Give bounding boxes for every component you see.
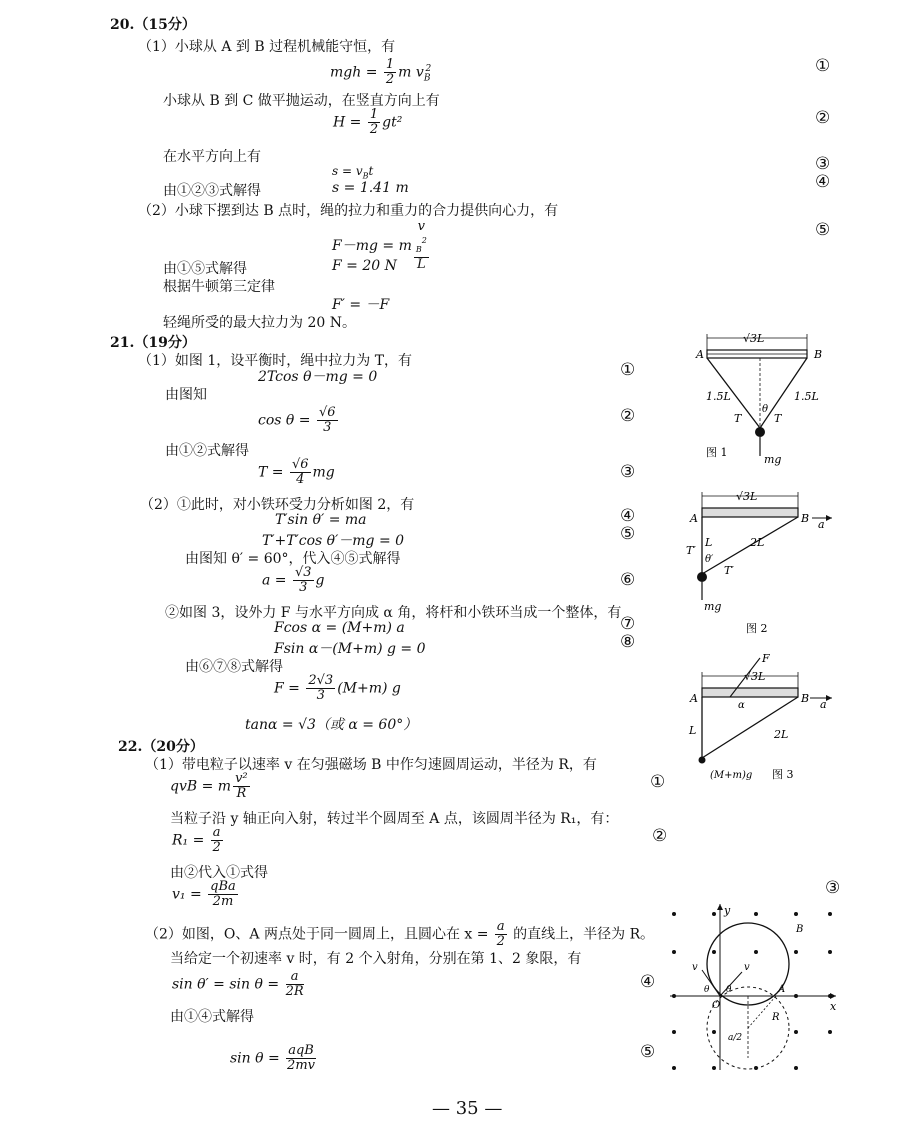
marker-5: ⑤ <box>815 220 831 240</box>
figure-2 <box>680 488 840 638</box>
fig3-top-label: √3L <box>744 670 766 683</box>
fig3-force: F <box>762 652 770 665</box>
marker-21-6: ⑥ <box>620 570 636 590</box>
marker-3: ③ <box>815 154 831 174</box>
fig2-2l: 2L <box>750 536 765 549</box>
p20-text-7: 根据牛顿第三定律 <box>163 279 275 295</box>
p21-text-2: 由图知 <box>165 387 207 403</box>
p21-eq-9: F = $\frac{2√3}{3}$ (M+m) g <box>274 673 401 703</box>
p21-eq-2: cos θ = $\frac{√6}{3}$ <box>258 405 336 435</box>
fig4-v-right: v <box>744 962 750 973</box>
iron-ring-icon <box>699 757 706 764</box>
marker-22-3: ③ <box>825 878 841 898</box>
p22-text-1: （1）带电粒子以速率 v 在匀强磁场 B 中作匀速圆周运动，半径为 R，有 <box>145 757 597 773</box>
p20-eq-6: F = 20 N <box>332 258 397 274</box>
y-axis-arrow-icon <box>717 904 723 910</box>
marker-21-3: ③ <box>620 462 636 482</box>
marker-4: ④ <box>815 172 831 192</box>
p21-eq-8: Fsin α－(M+m) g = 0 <box>274 641 426 657</box>
figure-3 <box>680 652 840 782</box>
fig2-mg: mg <box>704 600 722 613</box>
p20-eq-3: $s = v_Bt$ <box>332 164 374 181</box>
marker-21-8: ⑧ <box>620 632 636 652</box>
marker-22-1: ① <box>650 772 666 792</box>
iron-ring-icon <box>755 427 765 437</box>
fig1-caption: 图 1 <box>706 446 728 459</box>
p22-text-5: 当给定一个初速率 v 时，有 2 个入射角，分别在第 1、2 象限，有 <box>170 951 582 967</box>
p21-text-1: （1）如图 1，设平衡时，绳中拉力为 T，有 <box>138 353 413 369</box>
fig4-x: x <box>830 1000 837 1013</box>
fig2-caption: 图 2 <box>746 622 768 635</box>
marker-22-2: ② <box>652 826 668 846</box>
fig2-theta: θ′ <box>705 554 714 565</box>
p22-eq-4: sin θ′ = sin θ = $\frac{a}{2R}$ <box>172 969 304 999</box>
fig4-v-left: v <box>692 962 698 973</box>
p22-eq-3: v₁ = $\frac{\text{qBa}}{2m}$ <box>172 879 236 909</box>
fig4-theta-right: θ <box>726 985 732 995</box>
p22-text-4: （2）如图，O、A 两点处于同一圆周上，且圆心在 x = $\frac{a}{2}$ 的直线上，半径为 R。 <box>145 919 655 949</box>
marker-21-2: ② <box>620 406 636 426</box>
fig1-right-length: 1.5L <box>794 390 819 403</box>
page-number: — 35 — <box>432 1098 503 1119</box>
fig2-t-right: T′ <box>724 564 734 577</box>
p21-eq-6: a = $\frac{√3}{3}$ g <box>262 565 325 595</box>
fig2-acc: a <box>818 518 825 531</box>
p20-text-5: （2）小球下摆到达 B 点时，绳的拉力和重力的合力提供向心力，有 <box>138 203 559 219</box>
fig3-alpha: α <box>738 700 745 711</box>
marker-21-7: ⑦ <box>620 614 636 634</box>
p22-text-2: 当粒子沿 y 轴正向入射，转过半个圆周至 A 点，该圆周半径为 R₁，有： <box>170 811 619 827</box>
problem-22-header: 22.（20分） <box>118 739 204 755</box>
p22-text-3: 由②代入①式得 <box>170 865 268 881</box>
fig3-acc: a <box>820 698 827 711</box>
fig1-mg: mg <box>764 453 782 466</box>
p20-eq-5: F－mg = m v $_B^2$ L <box>332 219 427 272</box>
marker-21-5: ⑤ <box>620 524 636 544</box>
fig1-t-left: T <box>734 412 742 425</box>
p20-eq-1: mgh = $\frac{1}{2}$ m $v_B^2$ <box>330 57 432 87</box>
marker-21-1: ① <box>620 360 636 380</box>
p21-text-7: 由⑥⑦⑧式解得 <box>185 659 283 675</box>
fig2-t-left: T′ <box>686 544 696 557</box>
fig2-l: L <box>705 536 713 549</box>
p20-eq-4: s = 1.41 m <box>332 180 409 196</box>
fig3-label-b: B <box>801 692 810 705</box>
p22-eq-1: qvB = m $\frac{\text{v²}}{R}$ <box>170 771 248 801</box>
p21-eq-5: T′+T′cos θ′－mg = 0 <box>262 533 405 549</box>
p22-eq-5: sin θ = $\frac{\text{aqB}}{2mv}$ <box>230 1043 315 1073</box>
fig1-top-label: √3L <box>743 332 765 345</box>
fig3-label-a: A <box>690 692 698 705</box>
fig1-left-length: 1.5L <box>706 390 731 403</box>
fig4-y: y <box>724 904 731 917</box>
fig3-caption: 图 3 <box>772 768 794 781</box>
fig4-theta-left: θ <box>704 985 710 995</box>
marker-22-5: ⑤ <box>640 1042 656 1062</box>
p21-text-3: 由①②式解得 <box>165 443 249 459</box>
fig4-half-a: a/2 <box>728 1033 743 1043</box>
p21-eq-3: T = $\frac{√6}{4}$ mg <box>258 457 335 487</box>
fig1-label-b: B <box>814 348 823 361</box>
fig2-label-b: B <box>801 512 810 525</box>
arrow-right-icon <box>826 695 832 701</box>
marker-22-4: ④ <box>640 972 656 992</box>
marker-21-4: ④ <box>620 506 636 526</box>
fig1-theta: θ <box>762 404 769 415</box>
marker-1: ① <box>815 56 831 76</box>
marker-2: ② <box>815 108 831 128</box>
p20-text-1: （1）小球从 A 到 B 过程机械能守恒，有 <box>138 39 396 55</box>
fig4-field-b: B <box>796 924 804 935</box>
fig3-l: L <box>689 724 697 737</box>
fig1-t-right: T <box>774 412 782 425</box>
p21-text-5: 由图知 θ′ = 60°，代入④⑤式解得 <box>185 551 401 567</box>
figure-4-magnetic-field <box>660 898 850 1078</box>
fig1-label-a: A <box>696 348 704 361</box>
p22-eq-2: R₁ = $\frac{a}{2}$ <box>172 825 221 855</box>
fig4-origin: O <box>712 1000 721 1011</box>
p20-eq-7: F′ = －F <box>332 297 390 313</box>
problem-21-header: 21.（19分） <box>110 335 196 351</box>
p21-eq-10: tanα = √3（或 α = 60°） <box>245 717 418 733</box>
fig2-top-label: √3L <box>736 490 758 503</box>
p20-eq-2: H = $\frac{1}{2}$ gt² <box>333 107 403 137</box>
fig2-label-a: A <box>690 512 698 525</box>
iron-ring-icon <box>697 572 707 582</box>
magnetic-field-dots <box>672 912 832 1070</box>
figure-1 <box>690 328 840 468</box>
p21-eq-7: Fcos α = (M+m) a <box>274 620 405 636</box>
p21-eq-1: 2Tcos θ－mg = 0 <box>258 369 378 385</box>
fig3-2l: 2L <box>774 728 789 741</box>
p22-text-6: 由①④式解得 <box>170 1009 254 1025</box>
p21-text-6: ②如图 3，设外力 F 与水平方向成 α 角，将杆和小铁环当成一个整体，有 <box>165 605 622 621</box>
arrow-right-icon <box>826 515 832 521</box>
p20-text-8: 轻绳所受的最大拉力为 20 N。 <box>163 315 356 331</box>
p21-text-4: （2）①此时，对小铁环受力分析如图 2，有 <box>140 497 415 513</box>
fig4-radius: R <box>772 1012 780 1023</box>
problem-20-header: 20.（15分） <box>110 17 196 33</box>
p20-text-6: 由①⑤式解得 <box>163 261 247 277</box>
p20-text-2: 小球从 B 到 C 做平抛运动，在竖直方向上有 <box>163 93 440 109</box>
p20-text-4: 由①②③式解得 <box>163 183 261 199</box>
fig4-point-a: A <box>778 984 786 995</box>
p20-text-3: 在水平方向上有 <box>163 149 261 165</box>
p21-eq-4: T′sin θ′ = ma <box>275 512 367 528</box>
fig3-mmg: (M+m)g <box>710 770 753 781</box>
